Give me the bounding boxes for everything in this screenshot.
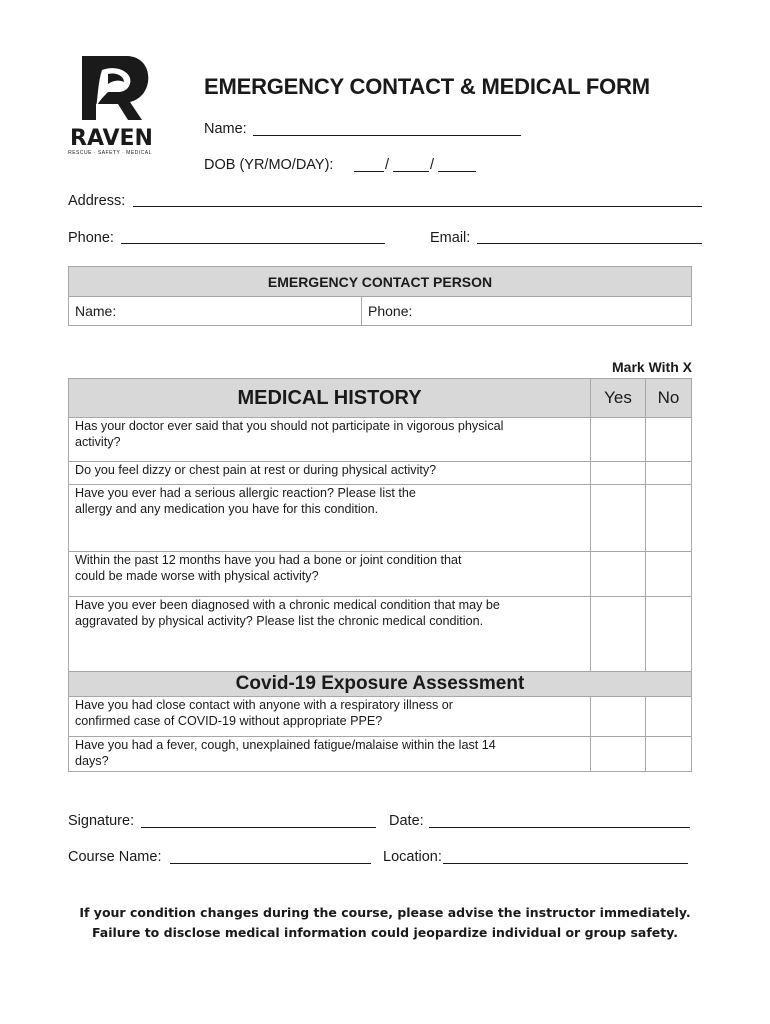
yes-column-header: Yes — [591, 379, 646, 418]
emergency-contact-heading: EMERGENCY CONTACT PERSON — [69, 267, 692, 297]
dob-separator: / — [430, 157, 435, 173]
signature-label: Signature: — [68, 813, 135, 829]
address-label: Address: — [68, 193, 126, 209]
no-checkbox[interactable] — [646, 697, 692, 737]
yes-checkbox[interactable] — [591, 552, 646, 597]
name-label: Name: — [204, 121, 247, 137]
yes-checkbox[interactable] — [591, 697, 646, 737]
phone-field[interactable] — [121, 243, 385, 244]
course-name-field[interactable] — [170, 863, 371, 864]
course-name-label: Course Name: — [68, 849, 162, 865]
dob-month-field[interactable] — [393, 171, 429, 172]
yes-checkbox[interactable] — [591, 418, 646, 462]
question-cell — [69, 462, 591, 485]
medical-history-heading: MEDICAL HISTORY — [69, 379, 591, 418]
no-column-header: No — [646, 379, 692, 418]
emergency-name-cell[interactable] — [69, 297, 362, 326]
address-field[interactable] — [133, 206, 702, 207]
question-text: Has your doctor ever said that you should not participate in vigorous physical activity? — [75, 419, 504, 449]
email-field[interactable] — [477, 243, 702, 244]
no-checkbox[interactable] — [646, 552, 692, 597]
question-text: Within the past 12 months have you had a bone or joint condition that could be made worse with physical activity? — [75, 553, 462, 583]
question-cell — [69, 597, 591, 672]
question-text: Do you feel dizzy or chest pain at rest or during physical activity? — [75, 463, 437, 477]
footer-notice-line2: Failure to disclose medical information could jeopardize individual or group safety. — [92, 925, 678, 940]
question-text: Have you ever had a serious allergic reaction? Please list the allergy and any medication you have for this condition. — [75, 486, 416, 516]
yes-checkbox[interactable] — [591, 737, 646, 772]
location-label: Location: — [383, 849, 442, 865]
yes-checkbox[interactable] — [591, 597, 646, 672]
question-text: Have you had a fever, cough, unexplained fatigue/malaise within the last 14 days? — [75, 738, 496, 768]
form-title: EMERGENCY CONTACT & MEDICAL FORM — [204, 74, 650, 99]
location-field[interactable] — [443, 863, 688, 864]
dob-separator: / — [385, 157, 390, 173]
emergency-phone-cell[interactable] — [362, 297, 692, 326]
yes-checkbox[interactable] — [591, 462, 646, 485]
no-checkbox[interactable] — [646, 485, 692, 552]
question-cell — [69, 697, 591, 737]
question-text: Have you had close contact with anyone with a respiratory illness or confirmed case of COVID-19 without appropriate PPE? — [75, 698, 454, 728]
no-checkbox[interactable] — [646, 737, 692, 772]
medical-history-table — [68, 378, 692, 772]
mark-with-x-note: Mark With X — [612, 359, 692, 375]
question-cell — [69, 485, 591, 552]
question-cell — [69, 418, 591, 462]
emergency-phone-label: Phone: — [368, 303, 413, 319]
dob-year-field[interactable] — [354, 171, 384, 172]
yes-checkbox[interactable] — [591, 485, 646, 552]
name-field[interactable] — [253, 135, 521, 136]
footer-notice-line1: If your condition changes during the course, please advise the instructor immediately. — [79, 905, 691, 920]
date-field[interactable] — [429, 827, 690, 828]
date-label: Date: — [389, 813, 424, 829]
no-checkbox[interactable] — [646, 597, 692, 672]
dob-label: DOB (YR/MO/DAY): — [204, 157, 334, 173]
question-cell — [69, 552, 591, 597]
covid-section-heading: Covid-19 Exposure Assessment — [69, 672, 692, 697]
emergency-contact-table — [68, 266, 692, 326]
phone-label: Phone: — [68, 230, 114, 246]
no-checkbox[interactable] — [646, 462, 692, 485]
question-cell — [69, 737, 591, 772]
emergency-name-label: Name: — [75, 303, 117, 319]
logo-tagline: RESCUE · SAFETY · MEDICAL — [68, 150, 152, 156]
email-label: Email: — [430, 230, 471, 246]
no-checkbox[interactable] — [646, 418, 692, 462]
signature-field[interactable] — [141, 827, 376, 828]
question-text: Have you ever been diagnosed with a chronic medical condition that may be aggravated by physical activity? Please list the chronic medical condition. — [75, 598, 500, 628]
dob-day-field[interactable] — [438, 171, 476, 172]
logo-wordmark: RAVEN — [70, 126, 153, 151]
